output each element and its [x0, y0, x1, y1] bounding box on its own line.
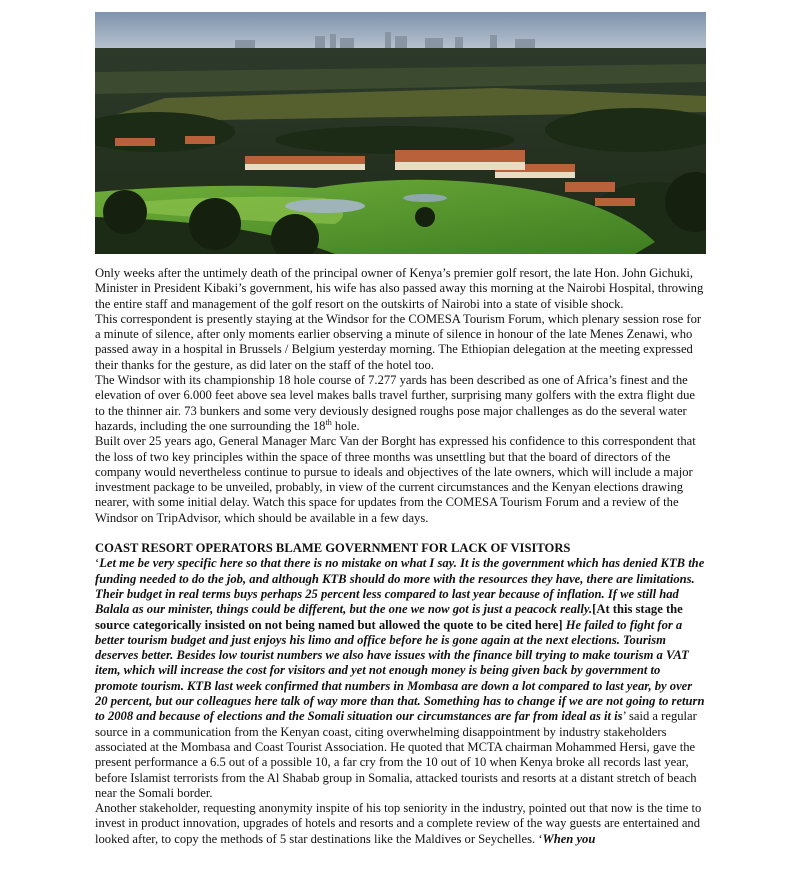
golf-resort-aerial-photo — [95, 12, 706, 254]
editor-note: [At this stage the source categorically insisted on not being named but allowed the quote to be cited here] — [95, 602, 683, 632]
article-text: ’ said a regular source in a communication from the Kenyan coast, citing overwhelming disappointment by industry stakeholders associated at the Mombasa and Coast Tourist Association. He quoted that MCTA chairman Mohammed Hersi, gave the present performance a 6.5 out of a possible 10, a far cry from the 10 out of 10 when Kenya broke all records last year, before Islamist terrorists from the Al Shabab group in Somalia, attacked tourists and resorts at a distant stretch of beach near the Somali border. — [95, 709, 697, 800]
article-paragraph: Built over 25 years ago, General Manager Marc Van der Borght has expressed his confidence to this correspondent that the loss of two key principles within the space of three months was unsettling but that the board of directors of the company would nevertheless continue to pursue to ideals and objectives of the late owners, which will include a major investment package to be unveiled, probably, in view of the current circumstances and the Kenyan elections drawing nearer, with some initial delay. Watch this space for updates from the COMESA Tourism Forum and a review of the Windsor on TripAdvisor, which should be available in a few days. — [95, 434, 696, 525]
quote-text: Let me be very specific here so that there is no mistake on what I say. It is the government which has denied KTB the funding needed to do the job, and although KTB should do more with the resources they have, there are limitations. Their budget in real terms buys perhaps 25 percent less compared to last year because of inflation. If we still had Balala as our minister, things could be different, but the one we now got is just a peacock really. — [95, 556, 705, 617]
article-body — [95, 266, 706, 847]
golf-resort-photo — [95, 12, 706, 254]
ordinal-suffix: th — [325, 417, 332, 427]
quote-mark: ‘ — [95, 556, 100, 571]
article-text: hole. — [331, 418, 360, 433]
article-text: The Windsor with its championship 18 hole course of 7.277 yards has been described as one of Africa’s finest and the elevation of over 6.000 feet above sea level makes balls travel further, surprising many golfers with the extra flight due to the thinner air. 73 bunkers and some very deviously designed roughs pose major challenges as do the several water hazards, including the one surrounding the 18 — [95, 373, 695, 433]
article-paragraph: Only weeks after the untimely death of the principal owner of Kenya’s premier golf resort, the late Hon. John Gichuki, Minister in President Kibaki’s government, his wife has also passed away this morning at the Nairobi Hospital, throwing the entire staff and management of the golf resort on the outskirts of Nairobi into a state of visible shock. — [95, 266, 704, 311]
quote-text: When you — [542, 831, 596, 846]
article-paragraph — [95, 801, 706, 847]
quote-paragraph — [95, 556, 706, 801]
quote-text: He failed to fight for a better tourism budget and just enjoys his limo and office before he is gone again at the next elections. Tourism deserves better. Besides low tourist numbers we also have issues with the finance bill trying to make tourism a VAT item, which will increase the cost for visitors and yet not enough money is being given back by government to promote tourism. KTB last week confirmed that numbers in Mombasa are down a lot compared to last year, by over 20 percent, but our colleagues here talk of way more than that. Something has to change if we are not going to return to 2008 and because of elections and the Somali situation our circumstances are far from ideal as it is — [95, 617, 705, 724]
article-paragraph — [95, 373, 706, 434]
section-heading: COAST RESORT OPERATORS BLAME GOVERNMENT FOR LACK OF VISITORS — [95, 541, 571, 556]
article-paragraph: This correspondent is presently staying at the Windsor for the COMESA Tourism Forum, which plenary session rose for a minute of silence, after only moments earlier observing a minute of silence in honour of the late Menes Zenawi, who passed away in a hospital in Brussels / Belgium yesterday morning. The Ethiopian delegation at the meeting expressed their thanks for the gesture, as did later on the staff of the hotel too. — [95, 311, 702, 372]
article-text: Another stakeholder, requesting anonymity inspite of his top seniority in the industry, pointed out that now is the time to invest in product innovation, upgrades of hotels and resorts and a complete review of the way guests are entertained and looked after, to copy the methods of 5 star destinations like the Maldives or Seychelles. ‘ — [95, 801, 702, 846]
